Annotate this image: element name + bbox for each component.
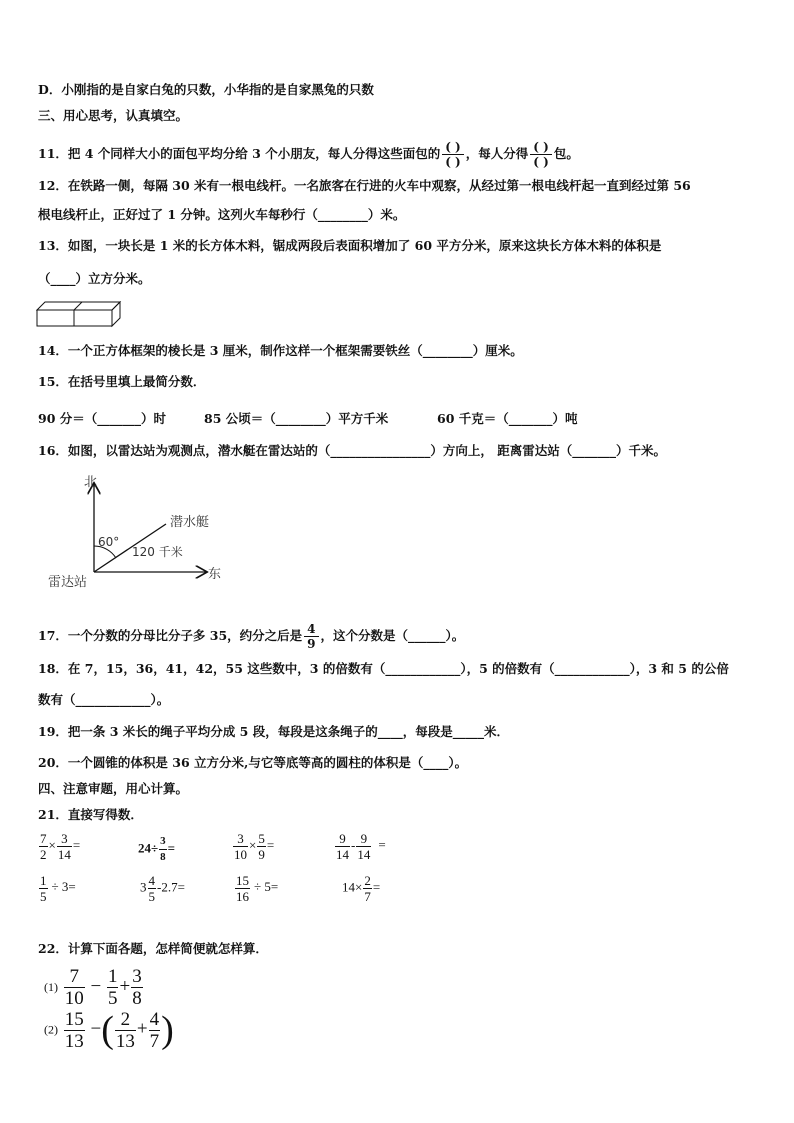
left-paren: ( [101, 1009, 114, 1051]
fraction-numerator: 3 [233, 831, 248, 847]
fraction-numerator: 7 [40, 831, 47, 846]
calc21-r1c3 [232, 831, 274, 862]
fraction-numerator: 4 [148, 873, 155, 888]
fraction-denominator: 13 [115, 1030, 135, 1052]
question-18-line1: 18．在 7，15，36，41，42，55 这些数中，3 的倍数有（____________），5 的倍数有（____________），3 和 5 的公倍 [38, 661, 729, 676]
fraction-numerator: 4 [149, 1008, 160, 1030]
fraction-numerator: 2 [115, 1009, 136, 1031]
fraction-denominator: 14 [336, 847, 349, 862]
submarine-label: 潜水艇 [170, 515, 210, 530]
q11-text-b: ，每人分得 [465, 146, 529, 161]
operator: - [351, 837, 356, 853]
q11-blank2-numerator: ( ) [530, 140, 552, 155]
q17-text-a: 17．一个分数的分母比分子多 35，约分之后是 [38, 628, 303, 643]
operand: 14× [342, 879, 363, 895]
fraction-numerator: 1 [107, 966, 118, 987]
question-12-line2: 根电线杆止，正好过了 1 分钟。这列火车每秒行（________）米。 [38, 207, 406, 222]
calc22-part-2 [44, 1008, 174, 1052]
operator: + [136, 1018, 148, 1040]
fraction-denominator: 8 [160, 851, 166, 863]
fraction-denominator: 7 [149, 1030, 160, 1052]
question-22: 22．计算下面各题，怎样简便就怎样算． [38, 941, 268, 956]
q17-fraction [304, 622, 318, 651]
question-14: 14．一个正方体框架的棱长是 3 厘米，制作这样一个框架需要铁丝（________）厘米。 [38, 343, 523, 358]
fraction-numerator: 15 [236, 873, 249, 888]
calc21-r1c1 [38, 831, 80, 862]
question-19: 19．把一条 3 米长的绳子平均分成 5 段，每段是这条绳子的____，每段是_____米． [38, 724, 509, 739]
radar-diagram [46, 470, 236, 598]
radar-station-label: 雷达站 [48, 575, 88, 590]
calc21-r1c2 [138, 834, 175, 865]
question-16: 16．如图，以雷达站为观测点，潜水艇在雷达站的（________________）方向上， 距离雷达站（_______）千米。 [38, 443, 666, 458]
question-18-line2: 数有（____________）。 [38, 692, 170, 707]
wood-block-figure [36, 301, 122, 329]
equals-sign: = [266, 837, 275, 853]
question-13-line2: （____）立方分米。 [38, 271, 151, 286]
fraction-numerator: 3 [159, 834, 167, 850]
operand: 24÷ [138, 840, 159, 856]
fraction-denominator: 9 [258, 847, 265, 862]
q11-text-c: 包。 [553, 146, 579, 161]
q17-denominator: 9 [307, 637, 316, 651]
operator: + [119, 975, 131, 997]
q11-fraction-blank-1[interactable] [442, 140, 464, 169]
d-option-text: D．小刚指的是自家白兔的只数，小华指的是自家黑兔的只数 [38, 82, 374, 97]
distance-label: 120 千米 [132, 545, 183, 559]
question-12-line1: 12．在铁路一侧，每隔 30 米有一根电线杆。一名旅客在行进的火车中观察，从经过第一根电线杆起一直到经过第 56 [38, 178, 691, 193]
question-20: 20．一个圆锥的体积是 36 立方分米,与它等底等高的圆柱的体积是（____）。 [38, 755, 468, 770]
operator: ÷ 5= [254, 879, 279, 895]
fraction-numerator: 9 [335, 831, 350, 847]
q11-fraction-blank-2[interactable] [530, 140, 552, 169]
fraction-numerator: 2 [364, 873, 371, 888]
question-17 [38, 622, 464, 651]
operator: − [90, 975, 102, 997]
part-label: (1) [44, 980, 58, 994]
fraction-denominator: 5 [40, 889, 47, 904]
fraction-denominator: 5 [107, 988, 118, 1009]
fraction-denominator: 14 [357, 847, 371, 862]
equals-sign: = [372, 879, 381, 895]
q17-text-b: ，这个分数是（______）。 [320, 628, 465, 643]
calc21-r2c1 [38, 873, 76, 904]
q17-numerator: 4 [304, 622, 318, 637]
q11-text-a: 11．把 4 个同样大小的面包平均分给 3 个小朋友，每人分得这些面包的 [38, 146, 441, 161]
section-4-heading: 四、注意审题，用心计算。 [38, 781, 189, 796]
calc21-r1c4 [334, 831, 386, 862]
section-3-heading: 三、用心思考，认真填空。 [38, 108, 189, 123]
question-15-part-c: 60 千克＝（_______）吨 [437, 411, 578, 426]
question-21: 21．直接写得数． [38, 807, 143, 822]
part-label: (2) [44, 1022, 58, 1037]
right-paren: ) [161, 1009, 174, 1051]
equals-sign: = [167, 840, 176, 856]
equals-sign: = [72, 837, 81, 853]
east-label: 东 [208, 567, 222, 582]
question-15-part-a: 90 分＝（_______）时 [38, 411, 166, 426]
fraction-denominator: 7 [364, 889, 371, 904]
q11-blank2-denominator: ( ) [533, 155, 549, 169]
fraction-denominator: 16 [236, 889, 249, 904]
question-15-part-b: 85 公顷＝（________）平方千米 [204, 411, 389, 426]
fraction-numerator: 9 [356, 831, 371, 847]
fraction-denominator: 5 [148, 889, 155, 904]
fraction-denominator: 14 [57, 847, 71, 862]
north-label: 北 [84, 475, 98, 490]
operator: × [48, 837, 56, 853]
calc21-r2c2 [140, 873, 185, 904]
operator: ÷ 3= [51, 879, 76, 895]
fraction-denominator: 2 [40, 847, 47, 862]
fraction-numerator: 7 [64, 966, 85, 988]
mixed-whole: 3 [140, 879, 147, 895]
calc22-part-1 [44, 966, 144, 1009]
fraction-numerator: 3 [132, 966, 142, 987]
fraction-denominator: 10 [64, 988, 84, 1009]
fraction-numerator: 15 [64, 1008, 84, 1030]
fraction-denominator: 10 [234, 847, 247, 862]
question-11 [38, 140, 579, 169]
operator: × [249, 837, 257, 853]
q11-blank-numerator: ( ) [442, 140, 464, 155]
operator: − [90, 1018, 102, 1040]
operator: -2.7= [157, 879, 185, 895]
question-13-line1: 13．如图，一块长是 1 米的长方体木料，锯成两段后表面积增加了 60 平方分米，原来这块长方体木料的体积是 [38, 238, 662, 253]
question-15: 15．在括号里填上最简分数． [38, 374, 206, 389]
angle-label: 60° [98, 535, 120, 549]
equals-sign: = [378, 837, 386, 853]
calc21-r2c4 [342, 873, 380, 904]
q11-blank-denominator: ( ) [445, 155, 461, 169]
fraction-denominator: 8 [132, 988, 142, 1009]
fraction-denominator: 13 [64, 1030, 84, 1052]
calc21-r2c3 [234, 873, 278, 904]
fraction-numerator: 3 [57, 831, 72, 847]
fraction-numerator: 5 [258, 831, 265, 846]
fraction-numerator: 1 [40, 873, 47, 888]
